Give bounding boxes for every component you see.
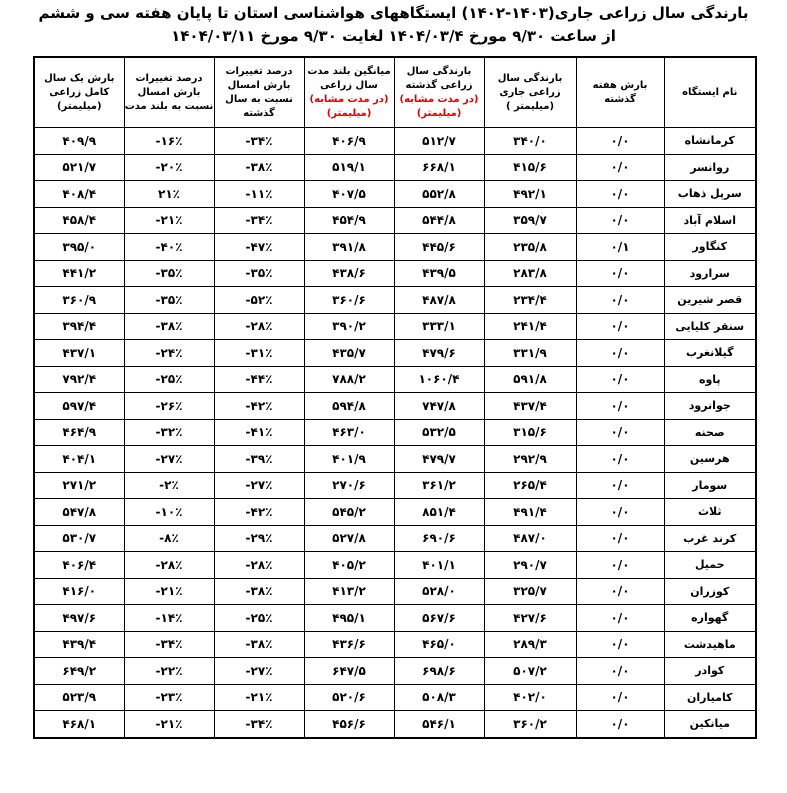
change-last-year-cell: -۲۷٪ xyxy=(214,658,304,685)
change-longterm-cell: -۲۰٪ xyxy=(124,154,214,181)
last-week-cell: ۰/۰ xyxy=(576,181,664,208)
current-year-cell: ۵۰۷/۲ xyxy=(484,658,576,685)
change-last-year-cell: -۲۵٪ xyxy=(214,605,304,632)
last-week-cell: ۰/۱ xyxy=(576,234,664,261)
current-year-cell: ۳۲۵/۷ xyxy=(484,578,576,605)
table-row xyxy=(34,684,756,711)
header-longterm: میانگین بلند مدت سال زراعی (در مدت مشابه) (میلیمتر) xyxy=(304,57,394,128)
station-name-cell: حمیل xyxy=(664,552,756,579)
full-year-cell: ۵۲۳/۹ xyxy=(34,684,124,711)
longterm-cell: ۴۰۷/۵ xyxy=(304,181,394,208)
last-year-cell: ۵۵۲/۸ xyxy=(394,181,484,208)
last-year-cell: ۶۶۸/۱ xyxy=(394,154,484,181)
change-longterm-cell: -۱۴٪ xyxy=(124,605,214,632)
change-last-year-cell: -۲۸٪ xyxy=(214,552,304,579)
change-last-year-cell: -۳۸٪ xyxy=(214,154,304,181)
station-name-cell: ماهیدشت xyxy=(664,631,756,658)
full-year-cell: ۳۹۴/۴ xyxy=(34,313,124,340)
current-year-cell: ۳۳۱/۹ xyxy=(484,340,576,367)
current-year-cell: ۴۲۷/۶ xyxy=(484,605,576,632)
change-longterm-cell: -۸٪ xyxy=(124,525,214,552)
header-last-year-unit: (در مدت مشابه) (میلیمتر) xyxy=(399,93,479,119)
header-change-last-year: درصد تغییرات بارش امسال نسبت به سال گذشته xyxy=(214,57,304,128)
longterm-cell: ۷۸۸/۲ xyxy=(304,366,394,393)
station-name-cell: هرسین xyxy=(664,446,756,473)
change-longterm-cell: -۲۶٪ xyxy=(124,393,214,420)
last-year-cell: ۳۶۱/۲ xyxy=(394,472,484,499)
change-longterm-cell: -۲٪ xyxy=(124,472,214,499)
change-longterm-cell: -۲۴٪ xyxy=(124,340,214,367)
last-year-cell: ۵۴۶/۱ xyxy=(394,711,484,738)
table-row xyxy=(34,472,756,499)
table-row xyxy=(34,711,756,738)
change-longterm-cell: -۴۰٪ xyxy=(124,234,214,261)
change-longterm-cell: -۲۵٪ xyxy=(124,366,214,393)
last-week-cell: ۰/۰ xyxy=(576,313,664,340)
last-week-cell: ۰/۰ xyxy=(576,446,664,473)
last-week-cell: ۰/۰ xyxy=(576,128,664,155)
station-name-cell: ثلاث xyxy=(664,499,756,526)
table-row xyxy=(34,128,756,155)
full-year-cell: ۵۳۰/۷ xyxy=(34,525,124,552)
change-longterm-cell: -۲۱٪ xyxy=(124,711,214,738)
last-week-cell: ۰/۰ xyxy=(576,366,664,393)
station-name-cell: کوادر xyxy=(664,658,756,685)
longterm-cell: ۵۱۹/۱ xyxy=(304,154,394,181)
station-name-cell: روانسر xyxy=(664,154,756,181)
last-week-cell: ۰/۰ xyxy=(576,499,664,526)
change-longterm-cell: -۱۶٪ xyxy=(124,128,214,155)
longterm-cell: ۵۴۵/۲ xyxy=(304,499,394,526)
longterm-cell: ۴۳۸/۶ xyxy=(304,260,394,287)
full-year-cell: ۵۹۷/۴ xyxy=(34,393,124,420)
change-last-year-cell: -۲۹٪ xyxy=(214,525,304,552)
change-longterm-cell: -۲۷٪ xyxy=(124,446,214,473)
change-longterm-cell: -۲۲٪ xyxy=(124,658,214,685)
station-name-cell: کرمانشاه xyxy=(664,128,756,155)
header-change-longterm: درصد تغییرات بارش امسال نسبت به بلند مدت xyxy=(124,57,214,128)
last-week-cell: ۰/۰ xyxy=(576,260,664,287)
current-year-cell: ۲۹۲/۹ xyxy=(484,446,576,473)
current-year-cell: ۳۶۰/۲ xyxy=(484,711,576,738)
current-year-cell: ۲۹۰/۷ xyxy=(484,552,576,579)
change-longterm-cell: -۳۴٪ xyxy=(124,631,214,658)
change-last-year-cell: -۳۸٪ xyxy=(214,578,304,605)
change-longterm-cell: -۳۵٪ xyxy=(124,260,214,287)
longterm-cell: ۴۰۵/۲ xyxy=(304,552,394,579)
station-name-cell: سرارود xyxy=(664,260,756,287)
change-last-year-cell: -۳۸٪ xyxy=(214,631,304,658)
current-year-cell: ۴۹۲/۱ xyxy=(484,181,576,208)
last-week-cell: ۰/۰ xyxy=(576,605,664,632)
table-row xyxy=(34,260,756,287)
current-year-cell: ۳۱۵/۶ xyxy=(484,419,576,446)
last-year-cell: ۵۶۷/۶ xyxy=(394,605,484,632)
last-year-cell: ۸۵۱/۴ xyxy=(394,499,484,526)
longterm-cell: ۴۱۳/۲ xyxy=(304,578,394,605)
last-week-cell: ۰/۰ xyxy=(576,711,664,738)
change-last-year-cell: -۵۲٪ xyxy=(214,287,304,314)
change-last-year-cell: -۲۱٪ xyxy=(214,684,304,711)
station-name-cell: سومار xyxy=(664,472,756,499)
longterm-cell: ۴۰۱/۹ xyxy=(304,446,394,473)
table-row xyxy=(34,658,756,685)
last-year-cell: ۱۰۶۰/۴ xyxy=(394,366,484,393)
table-body xyxy=(34,128,756,738)
current-year-cell: ۴۸۷/۰ xyxy=(484,525,576,552)
station-name-cell: سرپل ذهاب xyxy=(664,181,756,208)
station-name-cell: کرند غرب xyxy=(664,525,756,552)
last-year-cell: ۵۱۲/۷ xyxy=(394,128,484,155)
table-row xyxy=(34,393,756,420)
change-longterm-cell: -۲۱٪ xyxy=(124,578,214,605)
change-longterm-cell: -۳۲٪ xyxy=(124,419,214,446)
current-year-cell: ۴۳۷/۴ xyxy=(484,393,576,420)
title-line-2: از ساعت ۹/۳۰ مورخ ۱۴۰۴/۰۳/۴ لغایت ۹/۳۰ مورخ ۱۴۰۴/۰۳/۱۱ xyxy=(171,27,616,45)
full-year-cell: ۴۰۹/۹ xyxy=(34,128,124,155)
longterm-cell: ۲۷۰/۶ xyxy=(304,472,394,499)
station-name-cell: کامیاران xyxy=(664,684,756,711)
table-row xyxy=(34,366,756,393)
last-week-cell: ۰/۰ xyxy=(576,393,664,420)
last-year-cell: ۴۴۵/۶ xyxy=(394,234,484,261)
header-current-year: بارندگی سال زراعی جاری (میلیمتر ) xyxy=(484,57,576,128)
report-title xyxy=(0,2,787,48)
table-row xyxy=(34,154,756,181)
current-year-cell: ۲۴۱/۴ xyxy=(484,313,576,340)
last-week-cell: ۰/۰ xyxy=(576,658,664,685)
station-name-cell: گیلانغرب xyxy=(664,340,756,367)
last-week-cell: ۰/۰ xyxy=(576,340,664,367)
last-week-cell: ۰/۰ xyxy=(576,472,664,499)
change-longterm-cell: -۲۳٪ xyxy=(124,684,214,711)
full-year-cell: ۴۰۶/۴ xyxy=(34,552,124,579)
last-year-cell: ۷۴۷/۸ xyxy=(394,393,484,420)
full-year-cell: ۴۶۴/۹ xyxy=(34,419,124,446)
full-year-cell: ۴۳۹/۴ xyxy=(34,631,124,658)
current-year-cell: ۵۹۱/۸ xyxy=(484,366,576,393)
last-week-cell: ۰/۰ xyxy=(576,525,664,552)
rainfall-table xyxy=(33,56,757,739)
last-week-cell: ۰/۰ xyxy=(576,207,664,234)
table-row xyxy=(34,340,756,367)
change-longterm-cell: -۲۱٪ xyxy=(124,207,214,234)
longterm-cell: ۵۲۰/۶ xyxy=(304,684,394,711)
longterm-cell: ۳۹۰/۲ xyxy=(304,313,394,340)
last-year-cell: ۴۸۷/۸ xyxy=(394,287,484,314)
last-year-cell: ۵۴۴/۸ xyxy=(394,207,484,234)
current-year-cell: ۴۰۲/۰ xyxy=(484,684,576,711)
station-name-cell: گهواره xyxy=(664,605,756,632)
table-row xyxy=(34,313,756,340)
longterm-cell: ۳۶۰/۶ xyxy=(304,287,394,314)
longterm-cell: ۴۰۶/۹ xyxy=(304,128,394,155)
full-year-cell: ۳۹۵/۰ xyxy=(34,234,124,261)
longterm-cell: ۴۶۳/۰ xyxy=(304,419,394,446)
last-week-cell: ۰/۰ xyxy=(576,684,664,711)
station-name-cell: صحنه xyxy=(664,419,756,446)
change-last-year-cell: -۳۴٪ xyxy=(214,128,304,155)
current-year-cell: ۴۱۵/۶ xyxy=(484,154,576,181)
last-week-cell: ۰/۰ xyxy=(576,631,664,658)
longterm-cell: ۵۲۷/۸ xyxy=(304,525,394,552)
longterm-cell: ۴۳۵/۷ xyxy=(304,340,394,367)
last-year-cell: ۵۲۸/۰ xyxy=(394,578,484,605)
change-last-year-cell: -۱۱٪ xyxy=(214,181,304,208)
table-row xyxy=(34,181,756,208)
last-year-cell: ۶۹۸/۶ xyxy=(394,658,484,685)
header-longterm-unit: (در مدت مشابه) (میلیمتر) xyxy=(309,93,389,119)
change-longterm-cell: -۲۸٪ xyxy=(124,552,214,579)
station-name-cell: قصر شیرین xyxy=(664,287,756,314)
change-longterm-cell: ۲۱٪ xyxy=(124,181,214,208)
change-last-year-cell: -۳۱٪ xyxy=(214,340,304,367)
current-year-cell: ۲۸۳/۸ xyxy=(484,260,576,287)
station-name-cell: جوانرود xyxy=(664,393,756,420)
last-year-cell: ۴۷۹/۷ xyxy=(394,446,484,473)
table-row xyxy=(34,499,756,526)
change-last-year-cell: -۲۸٪ xyxy=(214,313,304,340)
last-year-cell: ۴۰۱/۱ xyxy=(394,552,484,579)
full-year-cell: ۴۶۸/۱ xyxy=(34,711,124,738)
full-year-cell: ۳۶۰/۹ xyxy=(34,287,124,314)
full-year-cell: ۲۷۱/۲ xyxy=(34,472,124,499)
current-year-cell: ۲۳۴/۴ xyxy=(484,287,576,314)
header-station: نام ایستگاه xyxy=(664,57,756,128)
station-name-cell: میانکین xyxy=(664,711,756,738)
current-year-cell: ۳۵۹/۷ xyxy=(484,207,576,234)
current-year-cell: ۲۶۵/۴ xyxy=(484,472,576,499)
full-year-cell: ۴۵۸/۴ xyxy=(34,207,124,234)
station-name-cell: اسلام آباد xyxy=(664,207,756,234)
table-row xyxy=(34,207,756,234)
last-year-cell: ۵۳۲/۵ xyxy=(394,419,484,446)
longterm-cell: ۴۵۶/۶ xyxy=(304,711,394,738)
station-name-cell: کوزران xyxy=(664,578,756,605)
table-row xyxy=(34,419,756,446)
last-week-cell: ۰/۰ xyxy=(576,287,664,314)
full-year-cell: ۴۹۷/۶ xyxy=(34,605,124,632)
change-last-year-cell: -۴۱٪ xyxy=(214,419,304,446)
header-last-week: بارش هفته گذشته xyxy=(576,57,664,128)
last-year-cell: ۴۶۵/۰ xyxy=(394,631,484,658)
table-row xyxy=(34,552,756,579)
change-last-year-cell: -۳۴٪ xyxy=(214,207,304,234)
table-row xyxy=(34,234,756,261)
change-longterm-cell: -۱۰٪ xyxy=(124,499,214,526)
last-week-cell: ۰/۰ xyxy=(576,154,664,181)
change-last-year-cell: -۴۲٪ xyxy=(214,393,304,420)
last-week-cell: ۰/۰ xyxy=(576,552,664,579)
station-name-cell: کنگاور xyxy=(664,234,756,261)
full-year-cell: ۴۰۸/۴ xyxy=(34,181,124,208)
last-week-cell: ۰/۰ xyxy=(576,578,664,605)
full-year-cell: ۴۱۶/۰ xyxy=(34,578,124,605)
change-last-year-cell: -۳۴٪ xyxy=(214,711,304,738)
table-row xyxy=(34,525,756,552)
longterm-cell: ۵۹۴/۸ xyxy=(304,393,394,420)
longterm-cell: ۴۳۶/۶ xyxy=(304,631,394,658)
title-line-1: بارندگی سال زراعی جاری(۱۴۰۳-۱۴۰۲) ایستگاههای هواشناسی استان تا پایان هفته سی و ششم xyxy=(38,4,749,22)
header-full-year: بارش یک سال کامل زراعی (میلیمتر) xyxy=(34,57,124,128)
longterm-cell: ۴۹۵/۱ xyxy=(304,605,394,632)
last-year-cell: ۶۹۰/۶ xyxy=(394,525,484,552)
table-row xyxy=(34,446,756,473)
full-year-cell: ۷۹۲/۴ xyxy=(34,366,124,393)
change-last-year-cell: -۴۴٪ xyxy=(214,366,304,393)
change-last-year-cell: -۳۵٪ xyxy=(214,260,304,287)
table-row xyxy=(34,287,756,314)
table-row xyxy=(34,631,756,658)
station-name-cell: سنقر کلیایی xyxy=(664,313,756,340)
last-year-cell: ۴۳۹/۵ xyxy=(394,260,484,287)
current-year-cell: ۲۸۹/۳ xyxy=(484,631,576,658)
header-row xyxy=(34,57,756,128)
last-year-cell: ۳۳۳/۱ xyxy=(394,313,484,340)
last-week-cell: ۰/۰ xyxy=(576,419,664,446)
current-year-cell: ۴۹۱/۴ xyxy=(484,499,576,526)
change-last-year-cell: -۲۷٪ xyxy=(214,472,304,499)
header-last-year: بارندگی سال زراعی گذشته (در مدت مشابه) (میلیمتر) xyxy=(394,57,484,128)
full-year-cell: ۴۳۷/۱ xyxy=(34,340,124,367)
last-year-cell: ۴۷۹/۶ xyxy=(394,340,484,367)
longterm-cell: ۴۵۴/۹ xyxy=(304,207,394,234)
last-year-cell: ۵۰۸/۳ xyxy=(394,684,484,711)
station-name-cell: پاوه xyxy=(664,366,756,393)
full-year-cell: ۵۴۷/۸ xyxy=(34,499,124,526)
change-longterm-cell: -۳۸٪ xyxy=(124,313,214,340)
full-year-cell: ۴۴۱/۲ xyxy=(34,260,124,287)
longterm-cell: ۶۴۷/۵ xyxy=(304,658,394,685)
change-last-year-cell: -۴۷٪ xyxy=(214,234,304,261)
full-year-cell: ۶۴۹/۲ xyxy=(34,658,124,685)
change-last-year-cell: -۳۹٪ xyxy=(214,446,304,473)
full-year-cell: ۵۲۱/۷ xyxy=(34,154,124,181)
table-row xyxy=(34,578,756,605)
current-year-cell: ۲۳۵/۸ xyxy=(484,234,576,261)
change-last-year-cell: -۴۲٪ xyxy=(214,499,304,526)
longterm-cell: ۳۹۱/۸ xyxy=(304,234,394,261)
full-year-cell: ۴۰۴/۱ xyxy=(34,446,124,473)
current-year-cell: ۳۴۰/۰ xyxy=(484,128,576,155)
change-longterm-cell: -۳۵٪ xyxy=(124,287,214,314)
table-row xyxy=(34,605,756,632)
